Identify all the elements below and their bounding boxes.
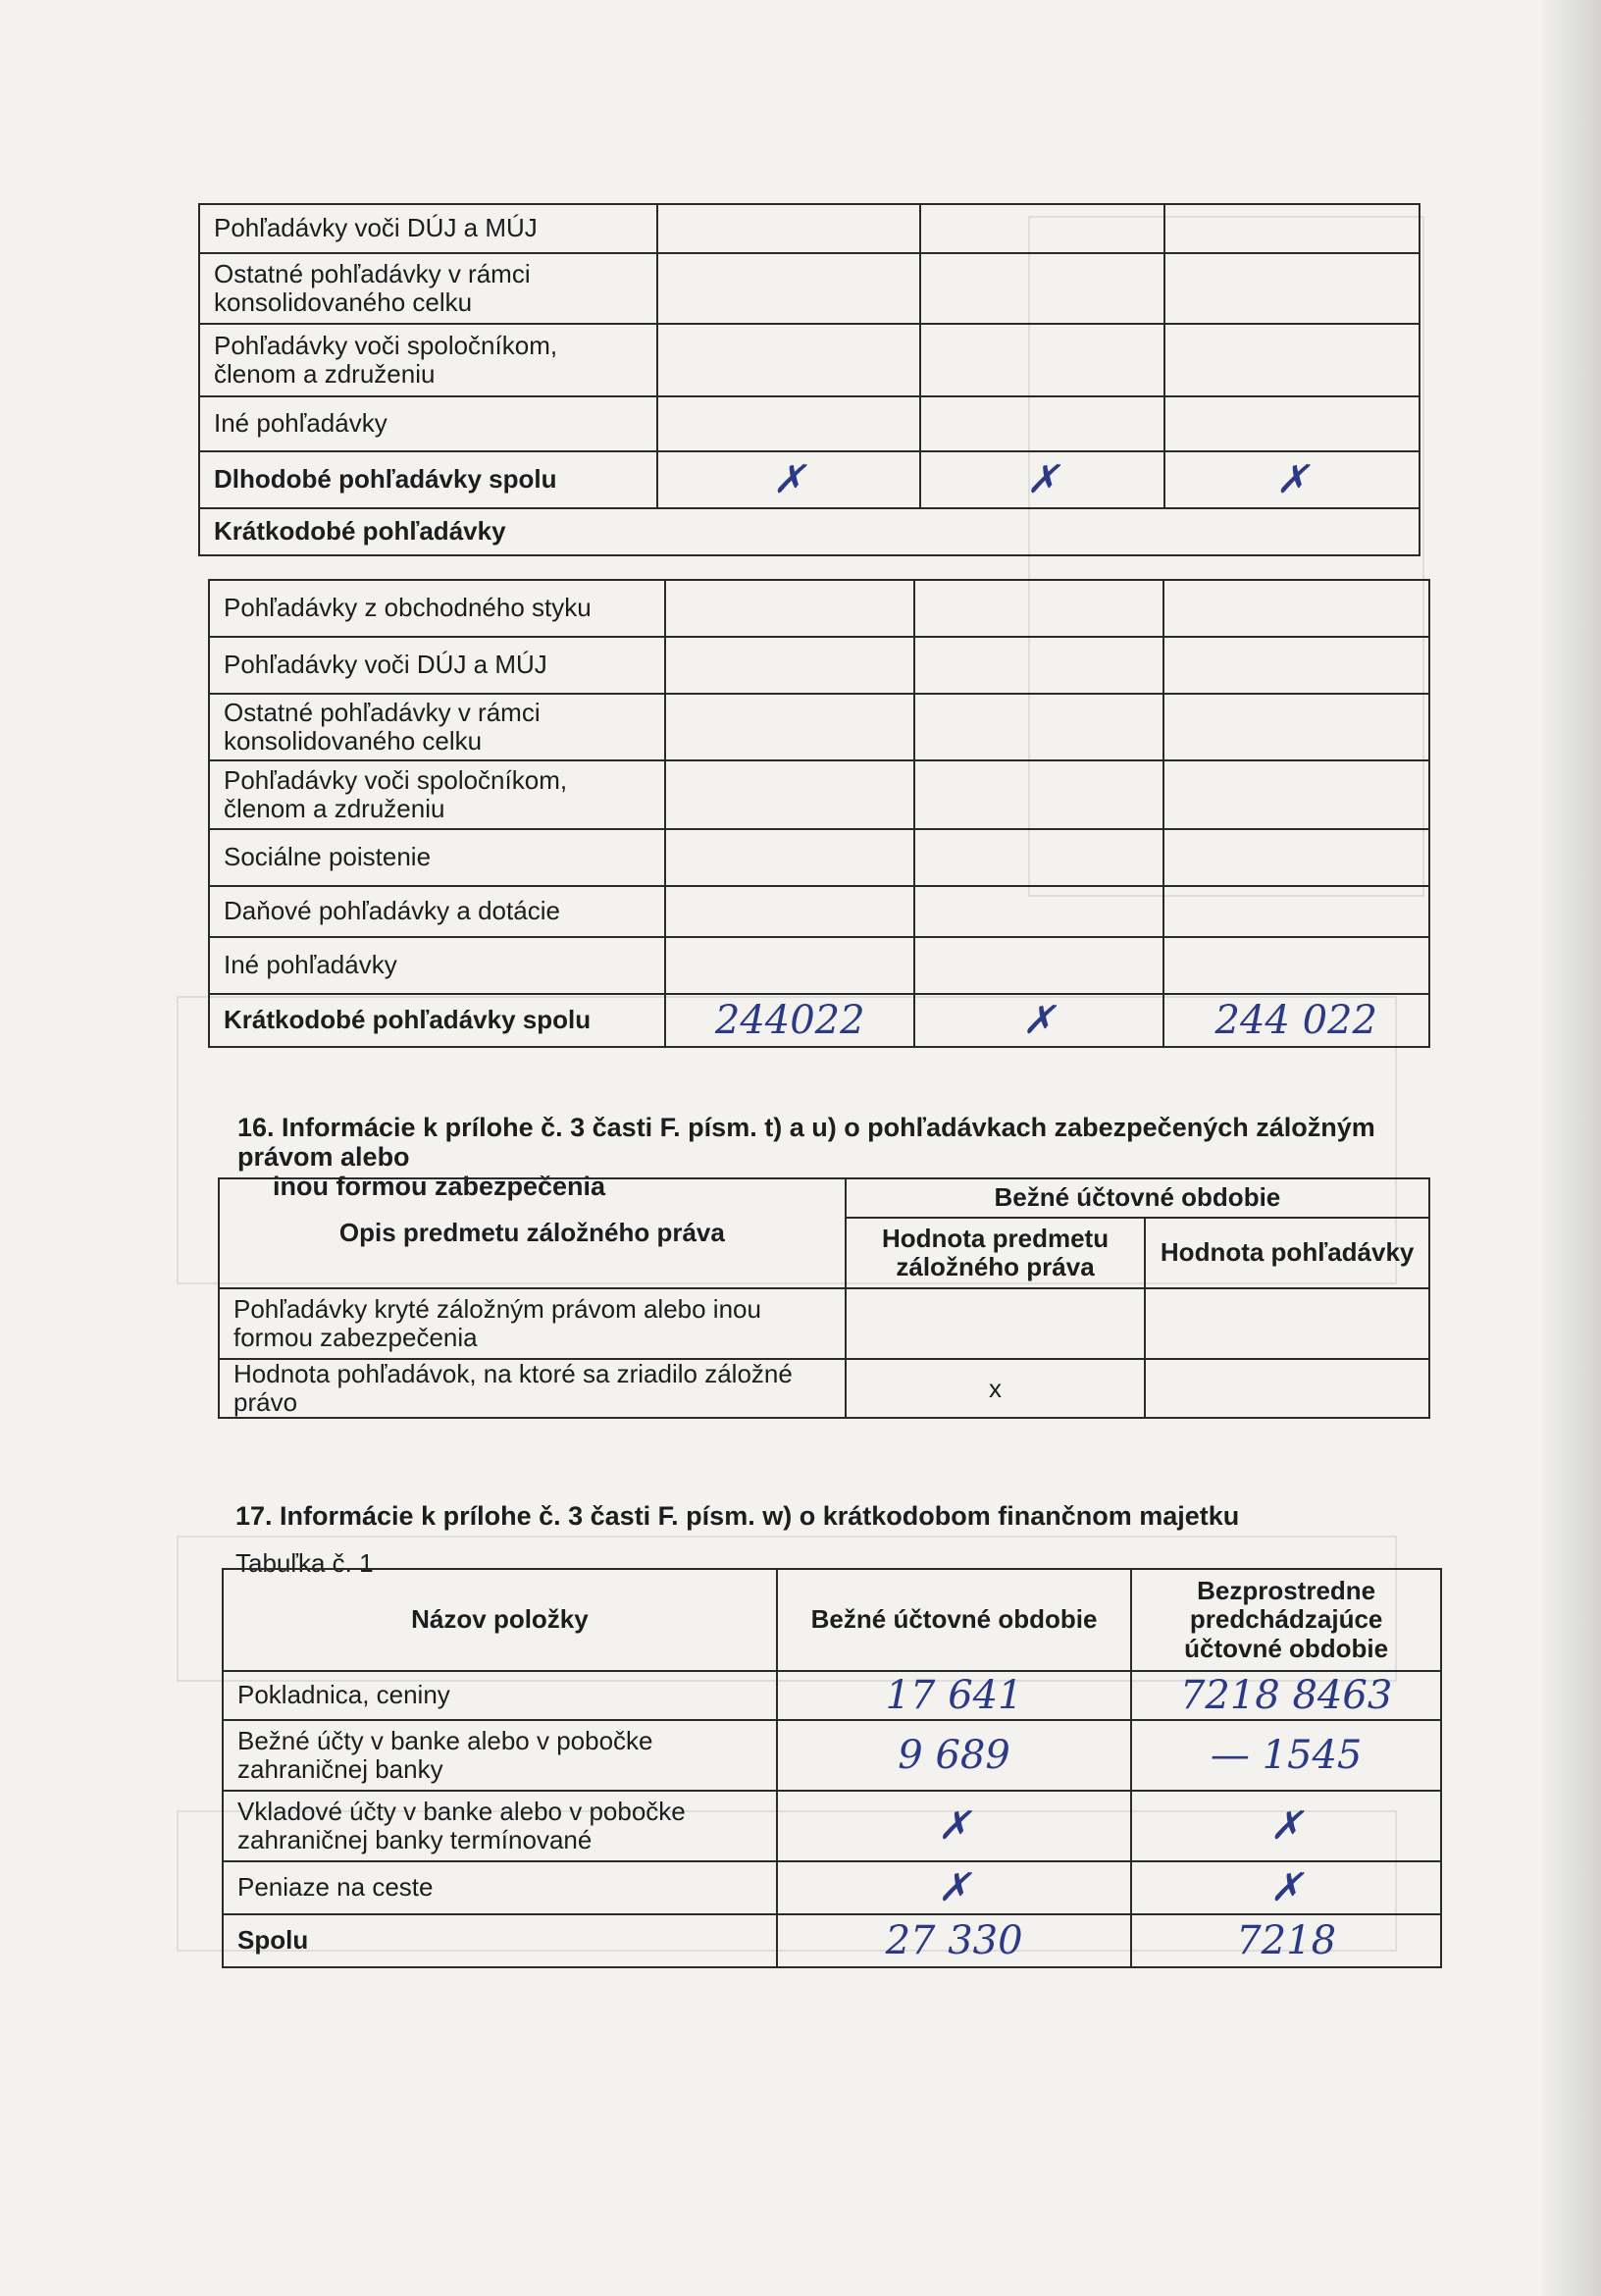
column-header: Opis predmetu záložného práva (219, 1178, 846, 1288)
total-row (199, 451, 1420, 508)
table-row (219, 1288, 1429, 1359)
cell-value (657, 253, 919, 324)
table-row (209, 637, 1429, 694)
cell-value (920, 396, 1165, 451)
cell-value (1145, 1288, 1429, 1359)
cell-value (1163, 886, 1430, 937)
cell-value (665, 829, 914, 886)
table-row (223, 1791, 1441, 1861)
total-label: Krátkodobé pohľadávky spolu (209, 994, 665, 1047)
cell-value (1163, 580, 1430, 637)
table-header-row (219, 1178, 1429, 1218)
short-term-financial-assets-table (222, 1568, 1442, 1968)
cell-value (657, 396, 919, 451)
cell-value (914, 637, 1162, 694)
cell-value (1164, 253, 1420, 324)
table-row (223, 1671, 1441, 1720)
row-label: Hodnota pohľadávok, na ktoré sa zriadilo záložné právo (219, 1359, 846, 1418)
cell-value (1163, 760, 1430, 829)
row-label: Peniaze na ceste (223, 1861, 777, 1914)
row-label: Pokladnica, ceniny (223, 1671, 777, 1720)
cell-value (1163, 637, 1430, 694)
cell-value: ✗ (1131, 1791, 1441, 1861)
cell-value (1164, 324, 1420, 396)
cell-value (665, 580, 914, 637)
cell-value (665, 694, 914, 760)
column-group-header: Bežné účtovné obdobie (846, 1178, 1429, 1218)
table-row (209, 937, 1429, 994)
column-header: Hodnota predmetu záložného práva (846, 1218, 1146, 1288)
row-label: Daňové pohľadávky a dotácie (209, 886, 665, 937)
cell-value: ✗ (914, 994, 1162, 1047)
cell-value (914, 580, 1162, 637)
cell-value (914, 760, 1162, 829)
cell-value (665, 760, 914, 829)
cell-value (665, 637, 914, 694)
column-header: Hodnota pohľadávky (1145, 1218, 1429, 1288)
cell-value (846, 1288, 1146, 1359)
row-label: Pohľadávky voči DÚJ a MÚJ (209, 637, 665, 694)
cell-value: ✗ (777, 1861, 1131, 1914)
cell-value (1163, 694, 1430, 760)
cell-value (665, 937, 914, 994)
row-label: Vkladové účty v banke alebo v pobočke zahraničnej banky termínované (223, 1791, 777, 1861)
row-label: Pohľadávky z obchodného styku (209, 580, 665, 637)
short-term-heading: Krátkodobé pohľadávky (199, 508, 1420, 555)
table-row (223, 1720, 1441, 1791)
section-16-title-line1: 16. Informácie k prílohe č. 3 časti F. písm. t) a u) o pohľadávkach zabezpečených záložným právom alebo (237, 1113, 1375, 1173)
table-row (199, 396, 1420, 451)
pledge-receivables-table (218, 1177, 1430, 1419)
row-label: Iné pohľadávky (209, 937, 665, 994)
row-label: Pohľadávky voči DÚJ a MÚJ (199, 204, 657, 253)
total-row (223, 1914, 1441, 1967)
page-edge-shadow (1542, 0, 1601, 2296)
cell-value: 17 641 (777, 1671, 1131, 1720)
section-17-title: 17. Informácie k prílohe č. 3 časti F. písm. w) o krátkodobom finančnom majetku (235, 1501, 1240, 1531)
total-label: Dlhodobé pohľadávky spolu (199, 451, 657, 508)
cell-value (914, 829, 1162, 886)
short-term-receivables-table (208, 579, 1430, 1048)
cell-value: 7218 (1131, 1914, 1441, 1967)
cell-value (920, 204, 1165, 253)
column-header: Bežné účtovné obdobie (777, 1569, 1131, 1671)
row-label: Bežné účty v banke alebo v pobočke zahraničnej banky (223, 1720, 777, 1791)
table-row (199, 253, 1420, 324)
table-row (209, 580, 1429, 637)
cell-value: 9 689 (777, 1720, 1131, 1791)
column-header: Bezprostredne predchádzajúce účtovné obdobie (1131, 1569, 1441, 1671)
table-row (209, 694, 1429, 760)
cell-value: 244022 (665, 994, 914, 1047)
total-row (209, 994, 1429, 1047)
table-row (209, 886, 1429, 937)
cell-value: — 1545 (1131, 1720, 1441, 1791)
row-label: Ostatné pohľadávky v rámci konsolidovaného celku (199, 253, 657, 324)
cell-value: ✗ (777, 1791, 1131, 1861)
table-caption: Tabuľka č. 1 (235, 1548, 374, 1578)
cell-value: ✗ (657, 451, 919, 508)
table-row (209, 829, 1429, 886)
cell-value: 244 022 (1163, 994, 1430, 1047)
table-row (199, 324, 1420, 396)
table-header-row (223, 1569, 1441, 1671)
cell-value (1164, 204, 1420, 253)
cell-value: ✗ (1131, 1861, 1441, 1914)
row-label: Sociálne poistenie (209, 829, 665, 886)
cell-value (920, 324, 1165, 396)
total-label: Spolu (223, 1914, 777, 1967)
cell-value (665, 886, 914, 937)
table-row (223, 1861, 1441, 1914)
column-header: Názov položky (223, 1569, 777, 1671)
row-label: Pohľadávky voči spoločníkom, členom a združeniu (209, 760, 665, 829)
long-term-receivables-table (198, 203, 1420, 556)
cell-value (657, 324, 919, 396)
row-label: Pohľadávky kryté záložným právom alebo inou formou zabezpečenia (219, 1288, 846, 1359)
section-heading-row (199, 508, 1420, 555)
table-row (209, 760, 1429, 829)
cell-value: x (846, 1359, 1146, 1418)
table-row (199, 204, 1420, 253)
cell-value: 27 330 (777, 1914, 1131, 1967)
table-row (219, 1359, 1429, 1418)
cell-value (914, 937, 1162, 994)
cell-value: ✗ (1164, 451, 1420, 508)
cell-value (914, 694, 1162, 760)
cell-value: ✗ (920, 451, 1165, 508)
row-label: Pohľadávky voči spoločníkom, členom a združeniu (199, 324, 657, 396)
row-label: Iné pohľadávky (199, 396, 657, 451)
cell-value: 7218 8463 (1131, 1671, 1441, 1720)
cell-value (914, 886, 1162, 937)
cell-value (657, 204, 919, 253)
cell-value (920, 253, 1165, 324)
cell-value (1163, 937, 1430, 994)
cell-value (1164, 396, 1420, 451)
row-label: Ostatné pohľadávky v rámci konsolidovaného celku (209, 694, 665, 760)
cell-value (1163, 829, 1430, 886)
cell-value (1145, 1359, 1429, 1418)
section-16-title-line2: inou formou zabezpečenia (273, 1172, 606, 1202)
